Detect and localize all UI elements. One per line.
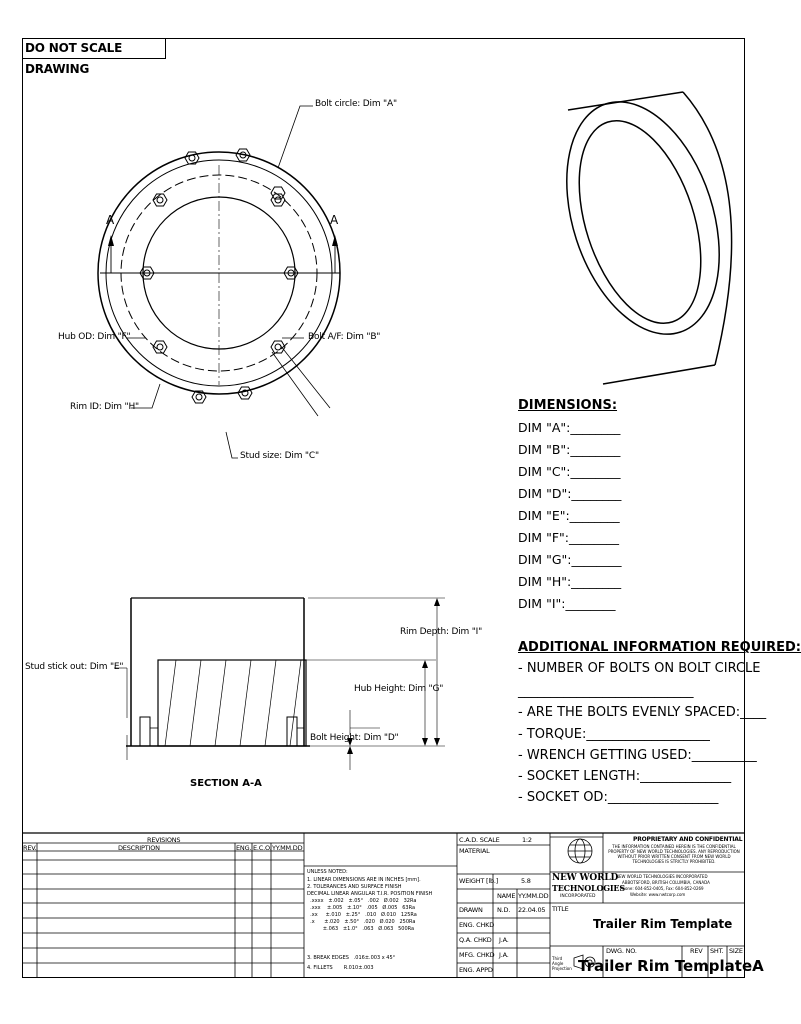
dim-row: DIM "A":________ bbox=[518, 420, 621, 435]
eng-appd-label: ENG. APPD bbox=[459, 966, 493, 974]
date-label: YY.MM.DD bbox=[518, 892, 549, 900]
info-row: - SOCKET OD:_________________ bbox=[518, 790, 719, 805]
revisions-header: REVISIONS bbox=[147, 836, 181, 844]
dim-row: DIM "H":________ bbox=[518, 574, 622, 589]
callout-stud-stick-out: Stud stick out: Dim "E" bbox=[25, 662, 124, 672]
note-line: 1. LINEAR DIMENSIONS ARE IN INCHES [mm]. bbox=[307, 877, 421, 883]
rev-col-eng: ENG. bbox=[236, 844, 252, 852]
info-row: - WRENCH GETTING USED:__________ bbox=[518, 748, 757, 763]
dwg-no-label: DWG. NO. bbox=[606, 947, 637, 955]
dim-row: DIM "B":________ bbox=[518, 442, 621, 457]
company-logo-line2: TECHNOLOGIES bbox=[552, 883, 625, 893]
dim-row: DIM "D":________ bbox=[518, 486, 622, 501]
info-row: - SOCKET LENGTH:______________ bbox=[518, 769, 732, 784]
drawn-label: DRAWN bbox=[459, 906, 483, 914]
proprietary-text: THE INFORMATION CONTAINED HEREIN IS THE CONFIDENTIAL PROPERTY OF NEW WORLD TECHNOLOGIES. ANY REPRODUCTION WITHOUT PRIOR WRITTEN CONSENT FROM NEW WORLD TECHNOLOGIES IS STRICTLY PROHIBITED. bbox=[608, 844, 740, 864]
projection-label: Third Angle Projection bbox=[552, 956, 572, 971]
note-line: .x ±.020 ±.50° .020 Ø.020 250Ra bbox=[307, 919, 416, 925]
company-info-line: ABBOTSFORD, BRITISH COLUMBIA, CANADA bbox=[622, 880, 710, 885]
dim-row: DIM "I":________ bbox=[518, 596, 616, 611]
size-label: SIZE bbox=[729, 947, 743, 955]
weight-label: WEIGHT [lb.] bbox=[459, 877, 499, 885]
callout-bolt-height: Bolt Height: Dim "D" bbox=[310, 733, 399, 743]
title-label: TITLE bbox=[552, 905, 569, 913]
callout-rim-id: Rim ID: Dim "H" bbox=[70, 402, 139, 412]
callout-hub-od: Hub OD: Dim "F" bbox=[58, 332, 131, 342]
company-info-line: Phone: 604-852-0405, Fax: 604-852-0269 bbox=[620, 886, 704, 891]
rev-col-date: YY.MM.DD bbox=[272, 844, 303, 852]
qa-chkd-label: Q.A. CHKD bbox=[459, 936, 492, 944]
mfg-chkd-name: J.A. bbox=[499, 951, 509, 959]
callout-stud-size: Stud size: Dim "C" bbox=[240, 451, 319, 461]
info-row: - TORQUE:___________________ bbox=[518, 727, 710, 742]
info-row: - NUMBER OF BOLTS ON BOLT CIRCLE bbox=[518, 661, 761, 676]
qa-chkd-name: J.A. bbox=[499, 936, 509, 944]
eng-chkd-label: ENG. CHKD bbox=[459, 921, 495, 929]
callout-bolt-af: Bolt A/F: Dim "B" bbox=[308, 332, 381, 342]
dimensions-title: DIMENSIONS: bbox=[518, 398, 618, 413]
additional-info-title: ADDITIONAL INFORMATION REQUIRED: bbox=[518, 640, 801, 655]
dim-row: DIM "G":________ bbox=[518, 552, 622, 567]
note-line: .xxxx ±.002 ±.05° .002 Ø.002 32Ra bbox=[307, 898, 417, 904]
callout-hub-height: Hub Height: Dim "G" bbox=[354, 684, 444, 694]
note-line: .xx ±.010 ±.25° .010 Ø.010 125Ra bbox=[307, 912, 417, 918]
proprietary-title: PROPRIETARY AND CONFIDENTIAL bbox=[633, 836, 743, 843]
rev-col-description: DESCRIPTION bbox=[118, 844, 160, 852]
drawn-name: N.D. bbox=[497, 906, 511, 914]
company-info-line: Website: www.nwtcorp.com bbox=[630, 892, 686, 897]
rev-col-eco: E.C.O. bbox=[253, 844, 272, 852]
rev-col-rev: REV. bbox=[23, 844, 37, 852]
do-not-scale-warning: DO NOT SCALE DRAWING bbox=[22, 38, 166, 59]
note-line: 3. BREAK EDGES .016±.003 x 45° bbox=[307, 955, 396, 961]
dim-row: DIM "E":________ bbox=[518, 508, 620, 523]
drawing-number: Trailer Rim TemplateA bbox=[578, 957, 764, 975]
drawn-date: 22.04.05 bbox=[518, 906, 546, 914]
dim-row: DIM "C":________ bbox=[518, 464, 621, 479]
sht-label: SHT. bbox=[710, 947, 724, 955]
note-line: 2. TOLERANCES AND SURFACE FINISH bbox=[307, 884, 402, 890]
material-label: MATERIAL bbox=[459, 847, 490, 855]
callout-bolt-circle: Bolt circle: Dim "A" bbox=[315, 99, 397, 109]
section-title: SECTION A-A bbox=[190, 778, 262, 789]
note-line: ±.063 ±1.0° .063 Ø.063 500Ra bbox=[307, 926, 415, 932]
note-line: .xxx ±.005 ±.10° .005 Ø.005 63Ra bbox=[307, 905, 416, 911]
info-row: - ARE THE BOLTS EVENLY SPACED:____ bbox=[518, 705, 767, 720]
info-row: ___________________________ bbox=[518, 684, 694, 699]
cad-scale-value: 1:2 bbox=[522, 836, 532, 844]
drawing-title: Trailer Rim Template bbox=[593, 917, 733, 931]
company-info-line: NEW WORLD TECHNOLOGIES INCORPORATED bbox=[616, 874, 708, 879]
rev-label: REV bbox=[690, 947, 703, 955]
section-marker-left: A bbox=[106, 213, 115, 227]
mfg-chkd-label: MFG. CHKD bbox=[459, 951, 495, 959]
note-line: 4. FILLETS R.010±.003 bbox=[307, 965, 374, 971]
note-line: UNLESS NOTED: bbox=[307, 869, 348, 875]
section-marker-right: A bbox=[330, 213, 339, 227]
callout-rim-depth: Rim Depth: Dim "I" bbox=[400, 627, 483, 637]
cad-scale-label: C.A.D. SCALE bbox=[459, 836, 500, 844]
company-logo-line1: NEW WORLD bbox=[552, 873, 619, 883]
company-logo-line3: INCORPORATED bbox=[560, 894, 596, 899]
name-label: NAME bbox=[497, 892, 516, 900]
note-line: DECIMAL LINEAR ANGULAR T.I.R. POSITION FINISH bbox=[307, 891, 433, 897]
weight-value: 5.8 bbox=[521, 877, 531, 885]
dim-row: DIM "F":________ bbox=[518, 530, 619, 545]
